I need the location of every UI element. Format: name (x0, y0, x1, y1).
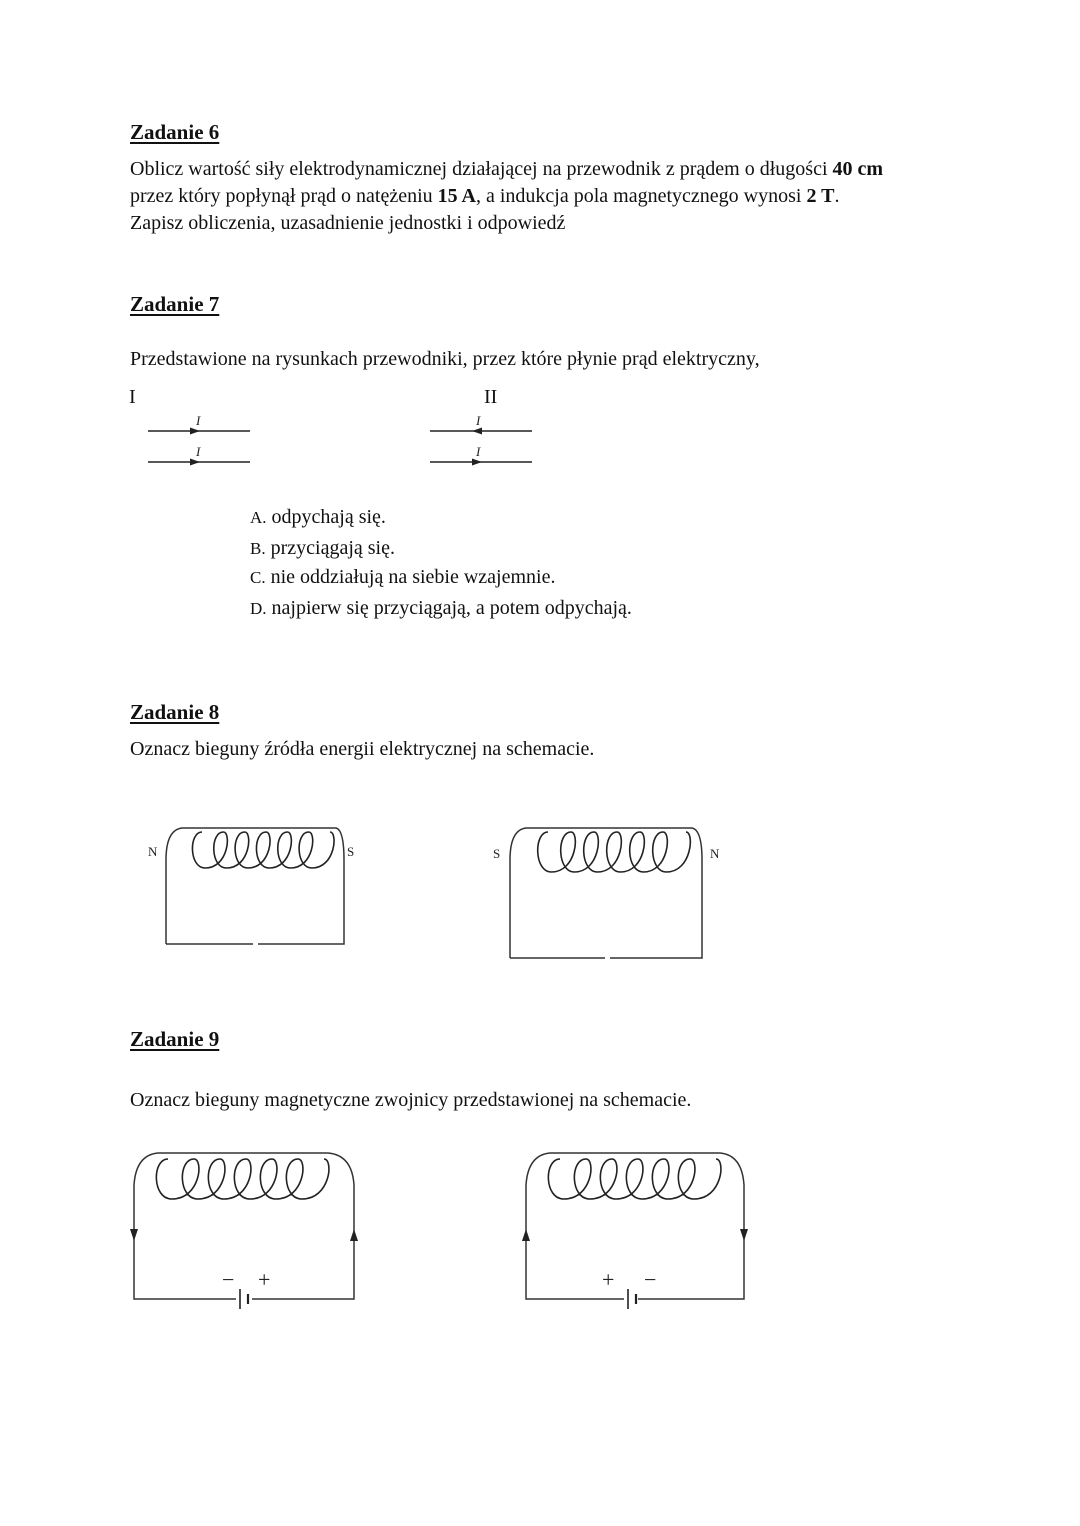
answer-options (250, 502, 632, 624)
task7-question: Przedstawione na rysunkach przewodniki, przez które płynie prąd elektryczny, (130, 348, 760, 370)
arrow-down-icon (130, 1229, 138, 1241)
arrow-up-icon (350, 1229, 358, 1241)
task8-text: Oznacz bieguny źródła energii elektrycznej na schemacie. (130, 738, 595, 760)
arrow-up-icon (522, 1229, 530, 1241)
battery-sign-right: + (258, 1267, 271, 1292)
figure-label-i: I (129, 386, 136, 408)
pole-label-right: S (347, 844, 355, 859)
arrow-left-icon (472, 428, 482, 435)
task6-heading: Zadanie 6 (130, 120, 220, 144)
circuit-wire (134, 1153, 354, 1299)
current-label: I (196, 413, 201, 428)
coil (156, 1159, 329, 1199)
task8-heading: Zadanie 8 (130, 700, 220, 724)
conductors-figure-1 (140, 410, 260, 470)
option-d[interactable]: D. najpierw się przyciągają, a potem odpychają. (250, 597, 632, 619)
task6-text: Oblicz wartość siły elektrodynamicznej działającej na przewodnik z prądem o długości 40 cm przez który popłynął prąd o natężeniu 15 A, a indukcja pola magnetycznego wynosi 2 T. Zapisz obliczenia, uzasadnienie jednostki i odpowiedź (130, 158, 884, 234)
battery-sign-right: − (644, 1267, 657, 1292)
solenoid-circuit-2 (520, 1145, 760, 1315)
pole-label-left: N (148, 844, 158, 859)
battery-sign-left: − (222, 1267, 235, 1292)
task7-heading: Zadanie 7 (130, 292, 220, 316)
battery-sign-left: + (602, 1267, 615, 1292)
task9-heading: Zadanie 9 (130, 1027, 220, 1051)
solenoid-circuit-1 (128, 1145, 368, 1315)
electromagnet-circuit-1 (140, 820, 380, 960)
arrow-right-icon (190, 459, 200, 466)
circuit-wire (526, 1153, 744, 1299)
option-c[interactable]: C. nie oddziałują na siebie wzajemnie. (250, 566, 556, 588)
current-label: I (476, 413, 481, 428)
arrow-right-icon (190, 428, 200, 435)
coil (192, 832, 334, 868)
task9-text: Oznacz bieguny magnetyczne zwojnicy przedstawionej na schemacie. (130, 1089, 692, 1111)
electromagnet-circuit-2 (488, 820, 738, 970)
option-b[interactable]: B. przyciągają się. (250, 537, 395, 559)
figure-label-ii: II (484, 386, 498, 408)
coil (548, 1159, 721, 1199)
arrow-right-icon (472, 459, 482, 466)
coil (538, 832, 691, 872)
current-label: I (196, 444, 201, 459)
arrow-down-icon (740, 1229, 748, 1241)
pole-label-left: S (493, 846, 501, 861)
current-label: I (476, 444, 481, 459)
pole-label-right: N (710, 846, 720, 861)
conductors-figure-2 (422, 410, 542, 470)
option-a[interactable]: A. odpychają się. (250, 506, 386, 528)
